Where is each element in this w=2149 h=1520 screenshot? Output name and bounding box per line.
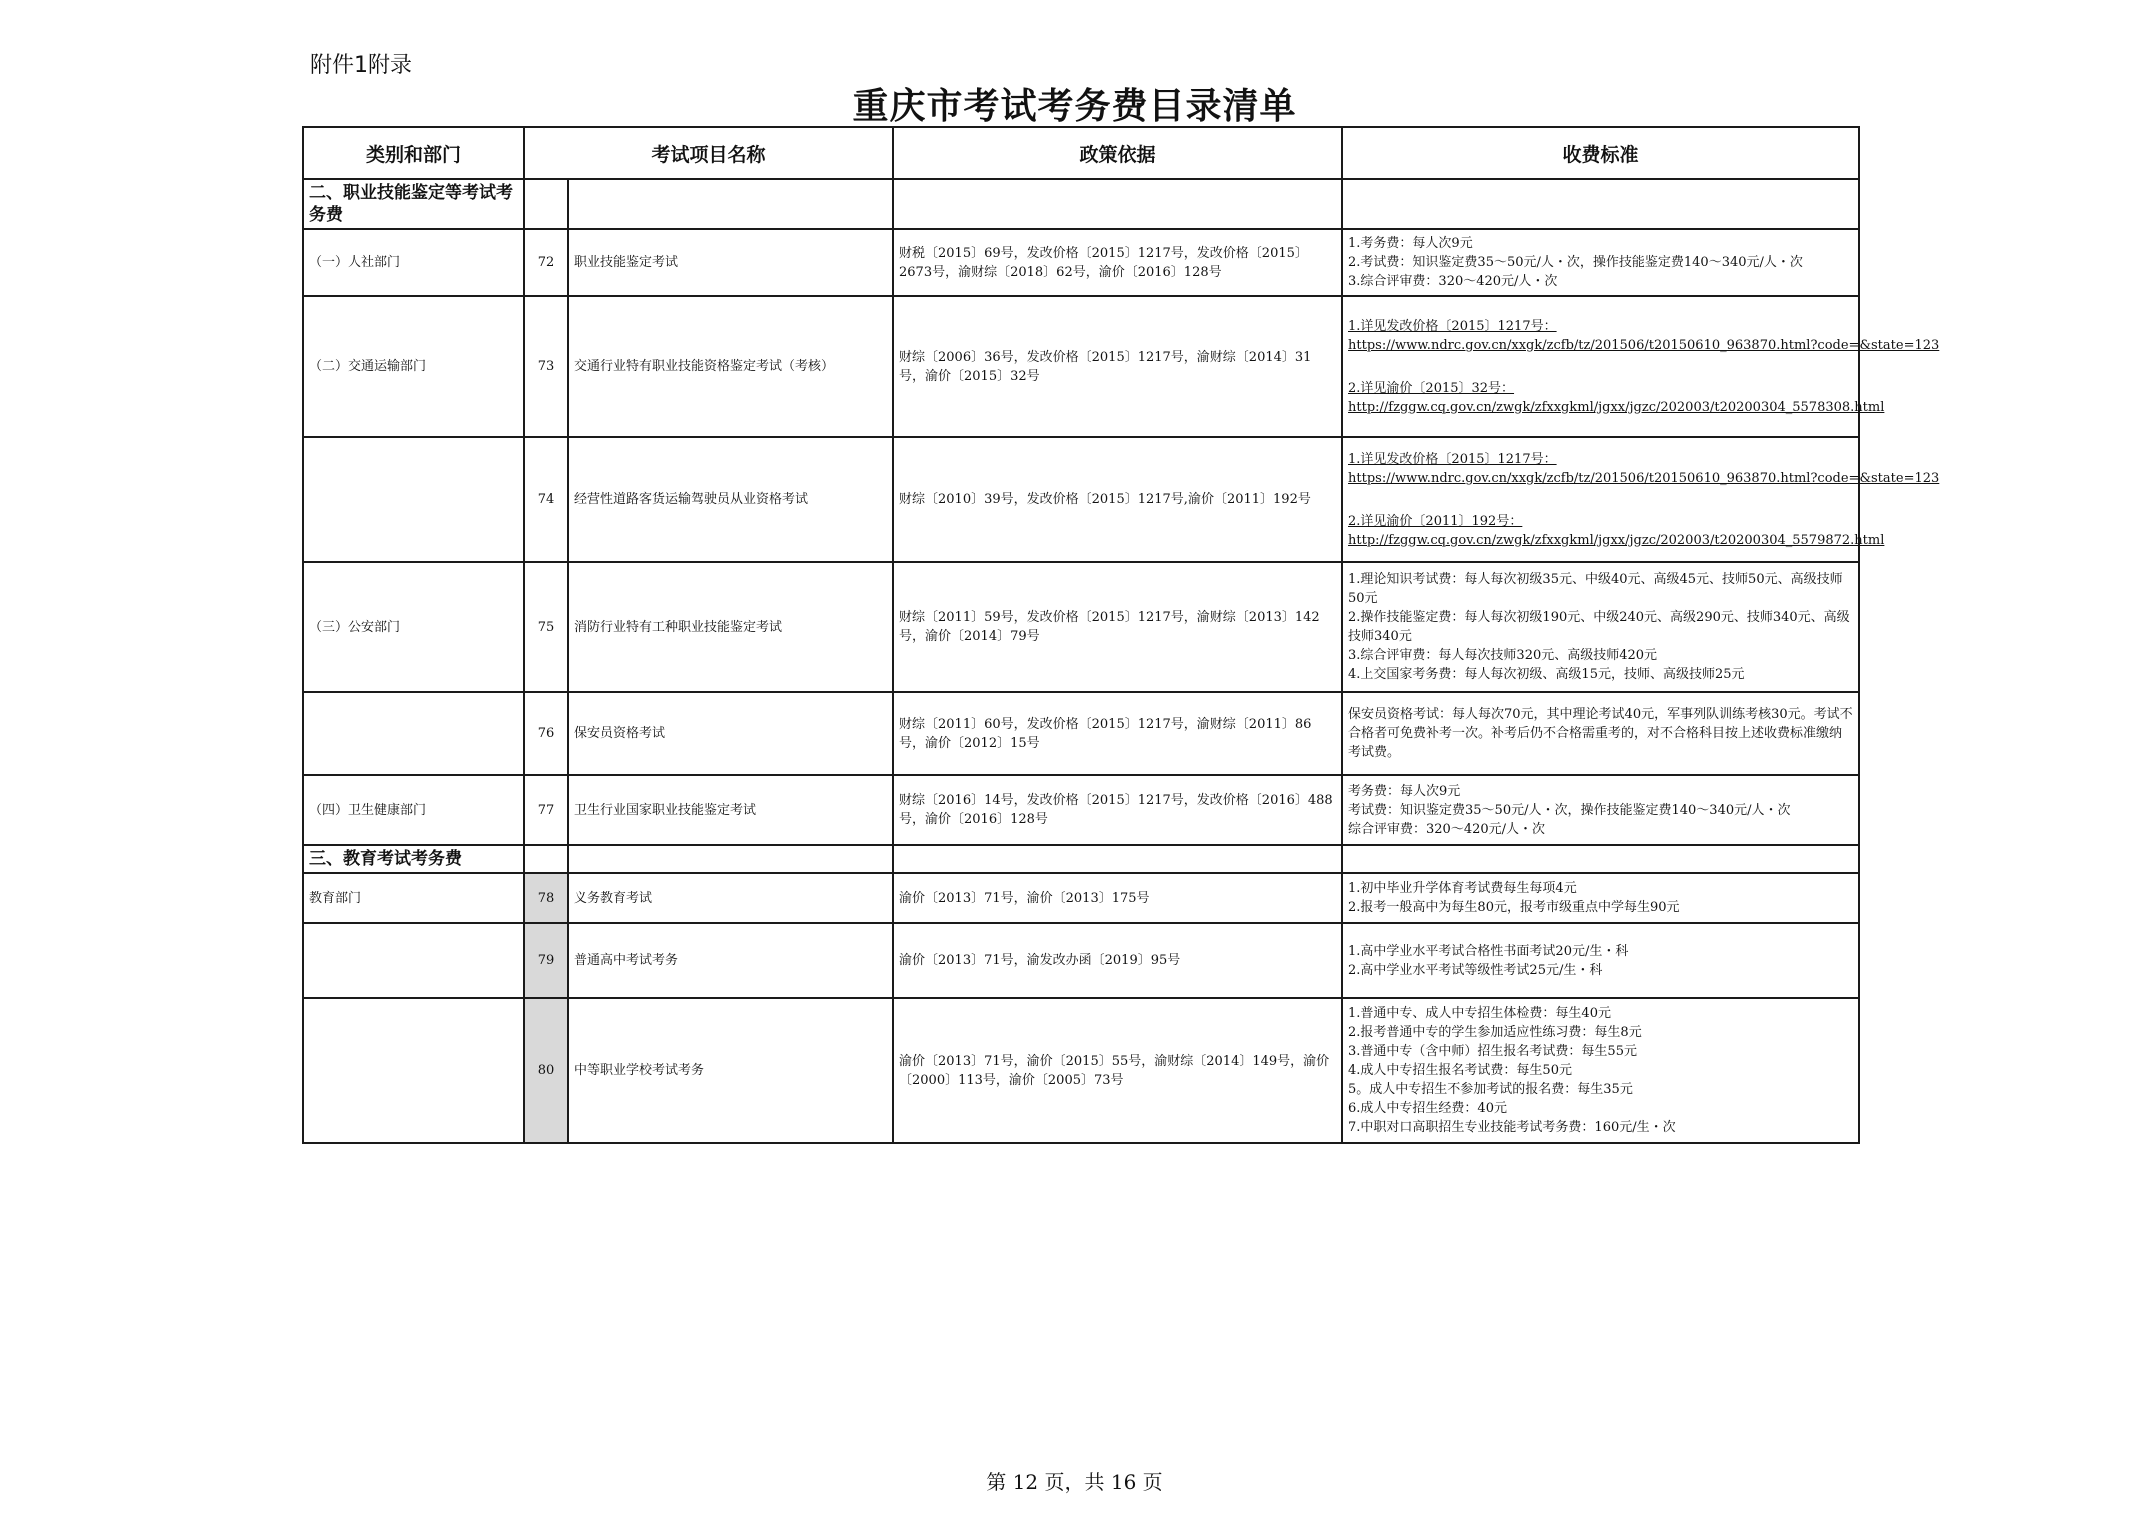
table-row (303, 873, 1859, 923)
fee-cell (1342, 296, 1940, 437)
exam-name: 职业技能鉴定考试 (568, 229, 893, 296)
annex-label: 附件1附录 (310, 53, 412, 78)
exam-name: 普通高中考试考务 (568, 923, 893, 998)
fee-cell: 保安员资格考试：每人每次70元，其中理论考试40元，军事列队训练考核30元。考试不合格者可免费补考一次。补考后仍不合格需重考的，对不合格科目按上述收费标准缴纳考试费。 (1342, 692, 1859, 775)
exam-name: 交通行业特有职业技能资格鉴定考试（考核） (568, 296, 893, 437)
dept-cell: 教育部门 (303, 873, 524, 923)
policy-cell: 财综〔2006〕36号，发改价格〔2015〕1217号，渝财综〔2014〕31号，渝价〔2015〕32号 (893, 296, 1342, 437)
fee-cell: 1.初中毕业升学体育考试费每生每项4元 2.报考一般高中为每生80元，报考市级重点中学每生90元 (1342, 873, 1859, 923)
policy-cell: 财税〔2015〕69号，发改价格〔2015〕1217号，发改价格〔2015〕2673号，渝财综〔2018〕62号，渝价〔2016〕128号 (893, 229, 1342, 296)
fee-cell: 1.高中学业水平考试合格性书面考试20元/生・科 2.高中学业水平考试等级性考试25元/生・科 (1342, 923, 1859, 998)
exam-name: 卫生行业国家职业技能鉴定考试 (568, 775, 893, 845)
fee-cell: 1.普通中专、成人中专招生体检费：每生40元 2.报考普通中专的学生参加适应性练习费：每生8元 3.普通中专（含中师）招生报名考试费：每生55元 4.成人中专招生报名考试费：每生50元 5。成人中专招生不参加考试的报名费：每生35元 6.成人中专招生经费：40元 7.中职对口高职招生专业技能考试考务费：160元/生・次 (1342, 998, 1859, 1143)
item-number: 78 (524, 873, 568, 923)
dept-cell (303, 692, 524, 775)
exam-name: 中等职业学校考试考务 (568, 998, 893, 1143)
header-exam: 考试项目名称 (524, 127, 893, 179)
header-fee: 收费标准 (1342, 127, 1859, 179)
fee-cell: 考务费：每人次9元 考试费：知识鉴定费35～50元/人・次，操作技能鉴定费140～340元/人・次 综合评审费：320～420元/人・次 (1342, 775, 1859, 845)
exam-name: 消防行业特有工种职业技能鉴定考试 (568, 562, 893, 692)
page-title: 重庆市考试考务费目录清单 (852, 85, 1297, 127)
item-number: 76 (524, 692, 568, 775)
header-category: 类别和部门 (303, 127, 524, 179)
table-row (303, 437, 1859, 562)
section-heading: 三、教育考试考务费 (303, 845, 524, 873)
page-footer: 第 12 页，共 16 页 (986, 1470, 1163, 1494)
policy-link[interactable]: 2.详见渝价〔2015〕32号： (1348, 380, 1515, 396)
section-row (303, 845, 1859, 873)
table-row (303, 923, 1859, 998)
policy-cell: 财综〔2011〕60号，发改价格〔2015〕1217号，渝财综〔2011〕86号，渝价〔2012〕15号 (893, 692, 1342, 775)
table-row (303, 692, 1859, 775)
fee-cell (1342, 437, 1940, 562)
table-row (303, 775, 1859, 845)
policy-link[interactable]: http://fzggw.cq.gov.cn/zwgk/zfxxgkml/jgxx/jgzc/202003/t20200304_5579872.html (1348, 532, 1885, 548)
item-number: 80 (524, 998, 568, 1143)
policy-cell: 财综〔2010〕39号，发改价格〔2015〕1217号,渝价〔2011〕192号 (893, 437, 1342, 562)
table-header-row (303, 127, 1859, 179)
item-number: 73 (524, 296, 568, 437)
header-policy: 政策依据 (893, 127, 1342, 179)
table-row (303, 998, 1859, 1143)
policy-link[interactable]: https://www.ndrc.gov.cn/xxgk/zcfb/tz/201506/t20150610_963870.html?code=&state=123 (1348, 470, 1940, 486)
dept-cell (303, 998, 524, 1143)
dept-cell: （三）公安部门 (303, 562, 524, 692)
exam-name: 保安员资格考试 (568, 692, 893, 775)
exam-name: 经营性道路客货运输驾驶员从业资格考试 (568, 437, 893, 562)
table-row (303, 229, 1859, 296)
policy-link[interactable]: https://www.ndrc.gov.cn/xxgk/zcfb/tz/201506/t20150610_963870.html?code=&state=123 (1348, 337, 1940, 353)
item-number: 75 (524, 562, 568, 692)
item-number: 79 (524, 923, 568, 998)
policy-link[interactable]: 2.详见渝价〔2011〕192号： (1348, 513, 1523, 529)
policy-link[interactable]: 1.详见发改价格〔2015〕1217号： (1348, 451, 1557, 467)
item-number: 72 (524, 229, 568, 296)
fee-cell: 1.理论知识考试费：每人每次初级35元、中级40元、高级45元、技师50元、高级技师50元 2.操作技能鉴定费：每人每次初级190元、中级240元、高级290元、技师340元、高级技师340元 3.综合评审费：每人每次技师320元、高级技师420元 4.上交国家考务费：每人每次初级、高级15元，技师、高级技师25元 (1342, 562, 1859, 692)
dept-cell (303, 923, 524, 998)
section-heading: 二、职业技能鉴定等考试考务费 (303, 179, 524, 229)
policy-cell: 渝价〔2013〕71号，渝发改办函〔2019〕95号 (893, 923, 1342, 998)
policy-link[interactable]: 1.详见发改价格〔2015〕1217号： (1348, 318, 1557, 334)
policy-link[interactable]: http://fzggw.cq.gov.cn/zwgk/zfxxgkml/jgxx/jgzc/202003/t20200304_5578308.html (1348, 399, 1885, 415)
dept-cell: （四）卫生健康部门 (303, 775, 524, 845)
dept-cell (303, 437, 524, 562)
exam-name: 义务教育考试 (568, 873, 893, 923)
fee-catalog-table (302, 126, 1940, 1144)
item-number: 77 (524, 775, 568, 845)
dept-cell: （二）交通运输部门 (303, 296, 524, 437)
dept-cell: （一）人社部门 (303, 229, 524, 296)
fee-cell: 1.考务费：每人次9元 2.考试费：知识鉴定费35～50元/人・次，操作技能鉴定费140～340元/人・次 3.综合评审费：320～420元/人・次 (1342, 229, 1859, 296)
policy-cell: 渝价〔2013〕71号，渝价〔2015〕55号，渝财综〔2014〕149号，渝价〔2000〕113号，渝价〔2005〕73号 (893, 998, 1342, 1143)
section-row (303, 179, 1859, 229)
table-row (303, 562, 1859, 692)
policy-cell: 财综〔2011〕59号，发改价格〔2015〕1217号，渝财综〔2013〕142号，渝价〔2014〕79号 (893, 562, 1342, 692)
item-number: 74 (524, 437, 568, 562)
policy-cell: 财综〔2016〕14号，发改价格〔2015〕1217号，发改价格〔2016〕488号，渝价〔2016〕128号 (893, 775, 1342, 845)
policy-cell: 渝价〔2013〕71号，渝价〔2013〕175号 (893, 873, 1342, 923)
table-row (303, 296, 1859, 437)
